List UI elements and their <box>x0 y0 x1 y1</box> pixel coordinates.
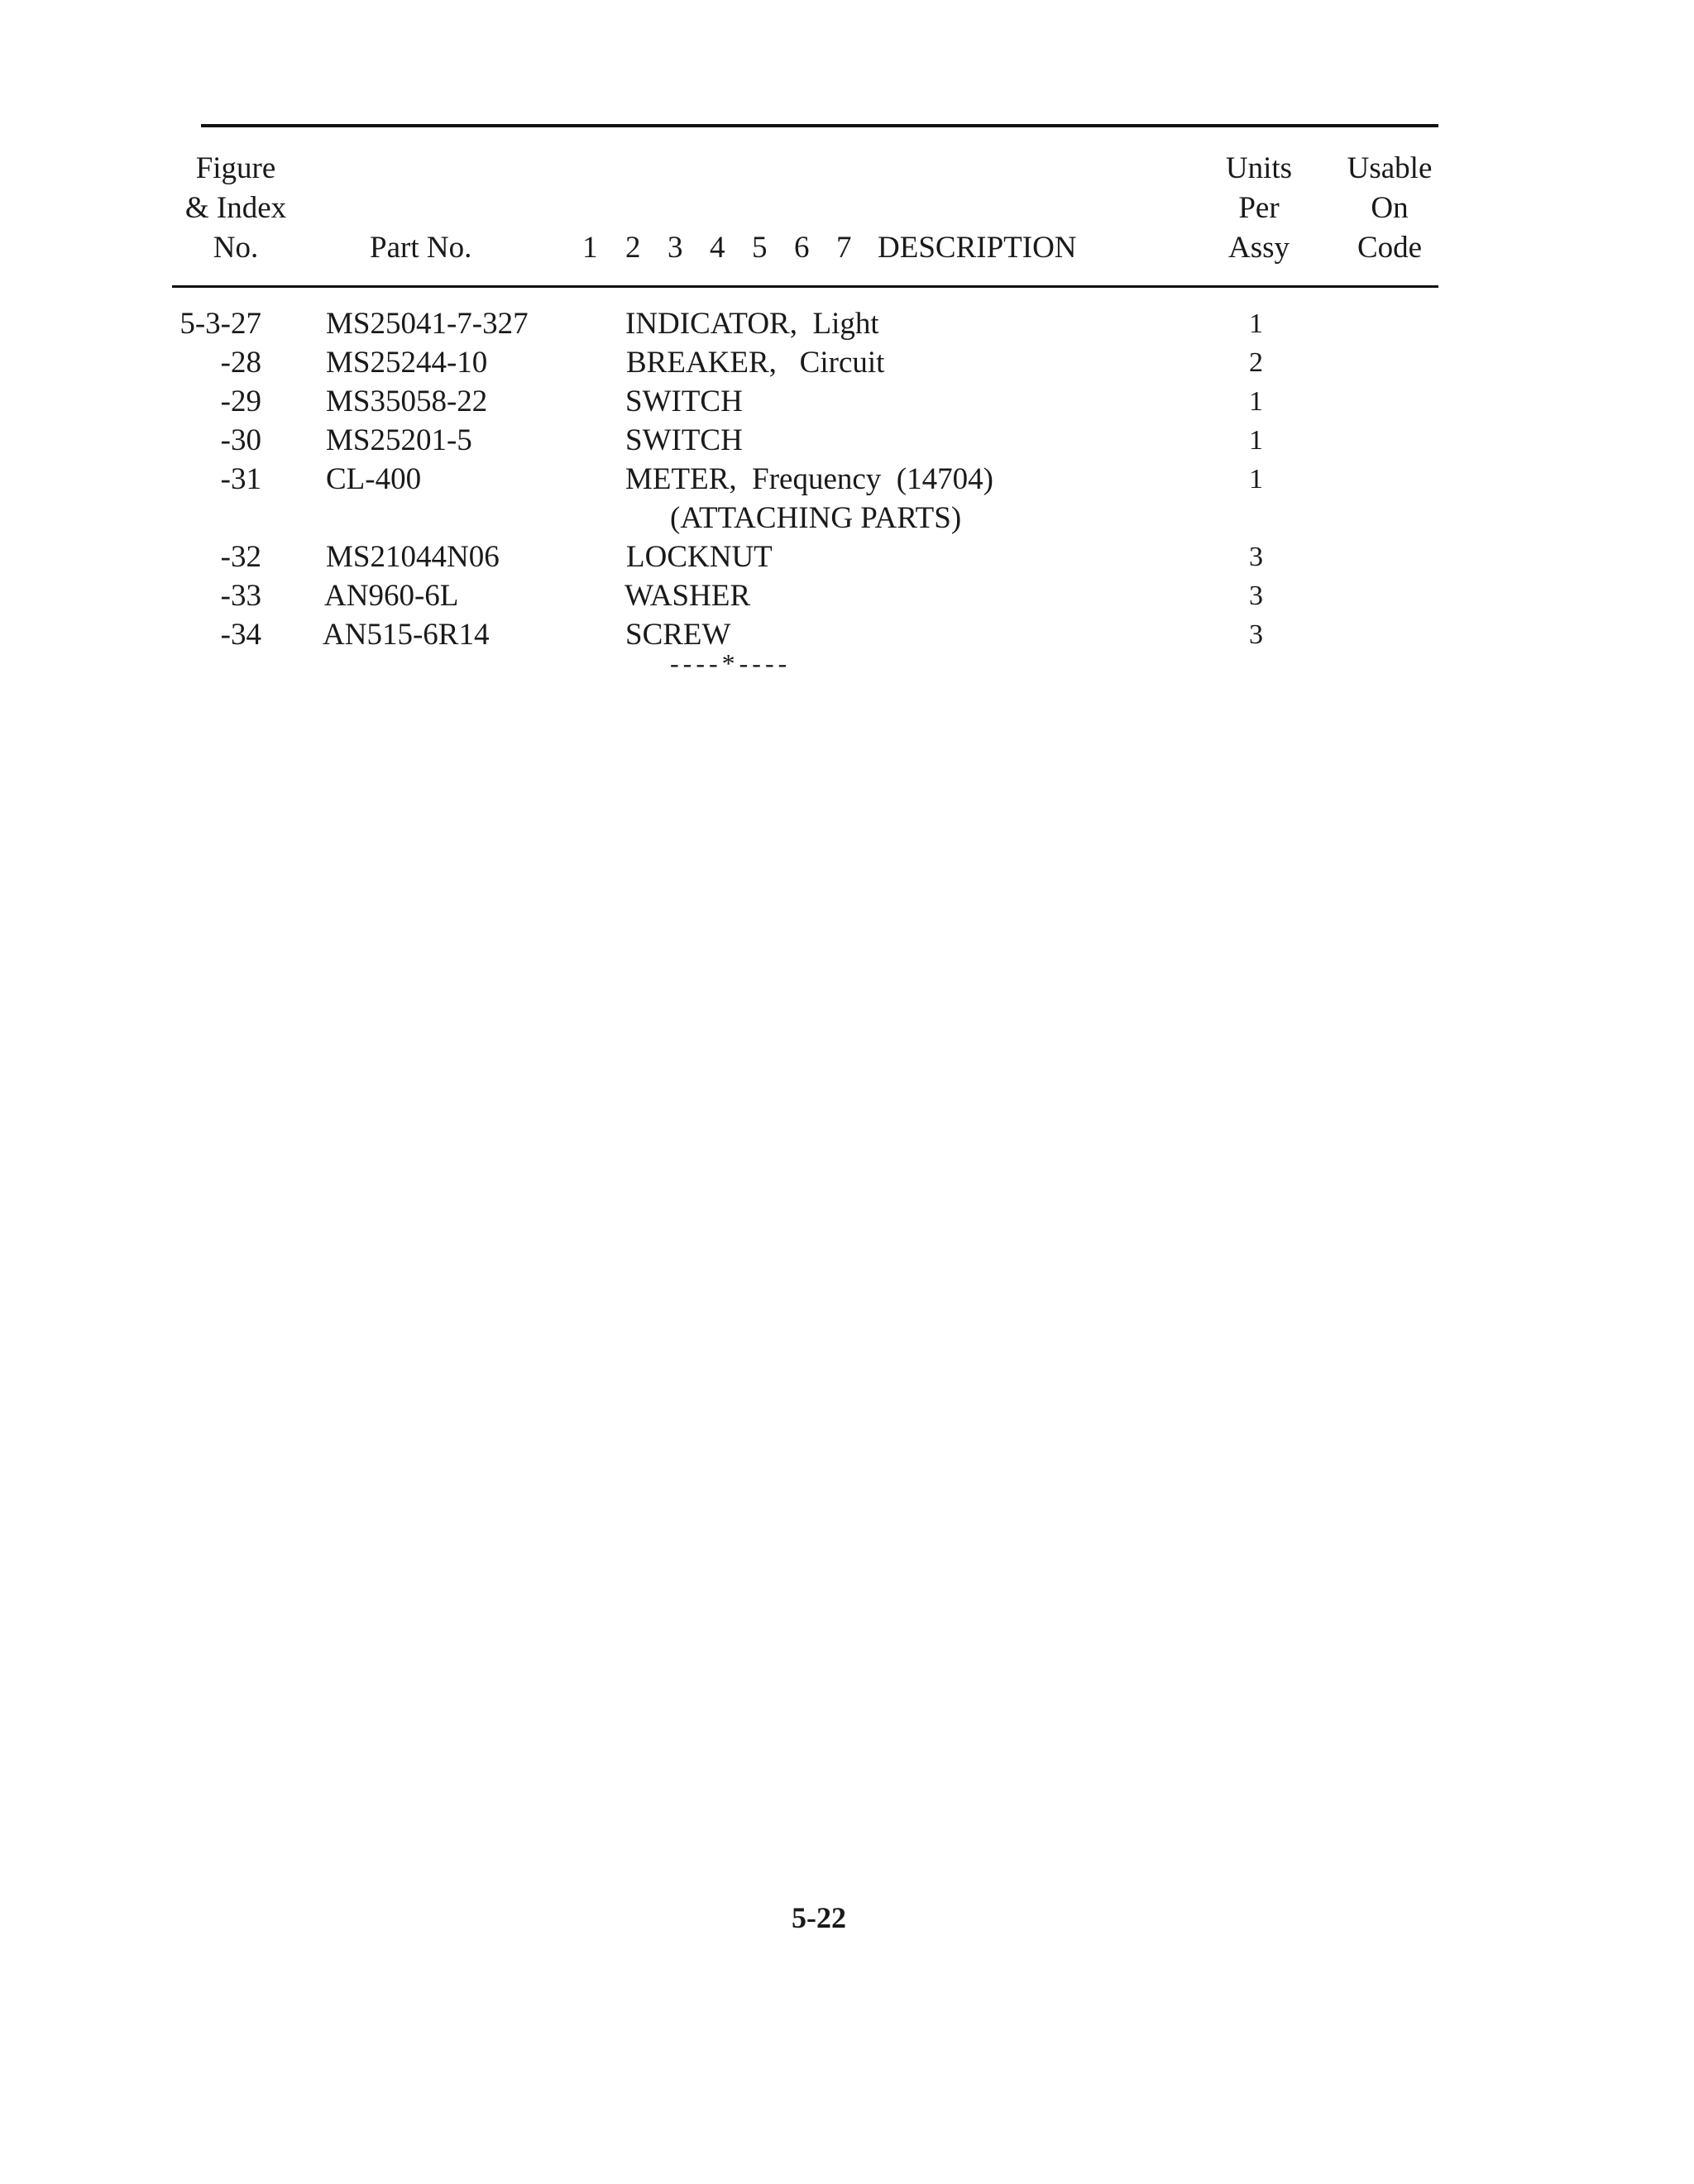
row-qty: 1 <box>1249 425 1263 456</box>
row-index: -34 <box>220 618 261 652</box>
row-index: -28 <box>220 346 261 380</box>
row-part-no: MS25201-5 <box>326 423 472 457</box>
header-description: DESCRIPTION <box>878 231 1077 265</box>
header-assy-line: Assy <box>1227 231 1290 265</box>
header-rule <box>172 285 1438 288</box>
header-indent-4: 4 <box>710 231 725 265</box>
header-part-no: Part No. <box>370 231 472 265</box>
row-description: METER, Frequency (14704) <box>625 462 993 496</box>
row-part-no: MS35058-22 <box>326 385 488 418</box>
header-figure-index <box>178 149 294 268</box>
header-units-per-assy <box>1208 149 1310 268</box>
header-index-line: & Index <box>184 191 287 225</box>
row-description: BREAKER, Circuit <box>626 346 885 380</box>
row-index: -31 <box>220 462 261 496</box>
row-qty: 2 <box>1249 347 1263 378</box>
row-description: SWITCH <box>625 423 743 457</box>
row-qty: 1 <box>1249 464 1263 495</box>
header-indent-6: 6 <box>794 231 810 265</box>
attaching-parts-label: (ATTACHING PARTS) <box>670 501 962 535</box>
header-per-line: Per <box>1238 191 1280 225</box>
row-index: -30 <box>220 423 261 457</box>
row-qty: 1 <box>1249 386 1263 417</box>
row-index: -32 <box>220 540 261 574</box>
row-part-no: CL-400 <box>326 462 422 496</box>
row-description: INDICATOR, Light <box>625 307 879 341</box>
row-index: -33 <box>220 579 261 613</box>
row-part-no: MS25244-10 <box>326 346 488 380</box>
row-part-no: MS25041-7-327 <box>326 307 529 341</box>
row-index: -29 <box>220 385 261 418</box>
header-indent-1: 1 <box>582 231 598 265</box>
header-units-line: Units <box>1225 151 1293 185</box>
header-figure-line: Figure <box>195 151 276 185</box>
attaching-parts-separator: ----*---- <box>670 648 792 678</box>
row-description: SWITCH <box>625 385 743 418</box>
row-qty: 3 <box>1249 619 1263 650</box>
header-indent-2: 2 <box>625 231 641 265</box>
row-part-no: MS21044N06 <box>326 540 500 574</box>
row-description: SCREW <box>625 618 731 652</box>
row-part-no: AN515-6R14 <box>323 618 490 652</box>
row-description: LOCKNUT <box>626 540 773 574</box>
header-no-line: No. <box>213 231 259 265</box>
row-qty: 1 <box>1249 308 1263 339</box>
row-qty: 3 <box>1249 581 1263 611</box>
header-on-line: On <box>1371 191 1409 225</box>
header-indent-5: 5 <box>752 231 768 265</box>
row-index: 5-3-27 <box>179 307 261 341</box>
header-usable-line: Usable <box>1347 151 1433 185</box>
header-indent-3: 3 <box>668 231 683 265</box>
row-description: WASHER <box>624 579 751 613</box>
header-code-line: Code <box>1357 231 1423 265</box>
header-indent-7: 7 <box>836 231 852 265</box>
header-usable-on-code <box>1333 149 1446 268</box>
row-qty: 3 <box>1249 542 1263 572</box>
top-rule <box>201 124 1438 127</box>
page-number: 5-22 <box>792 1901 846 1934</box>
row-part-no: AN960-6L <box>324 579 459 613</box>
